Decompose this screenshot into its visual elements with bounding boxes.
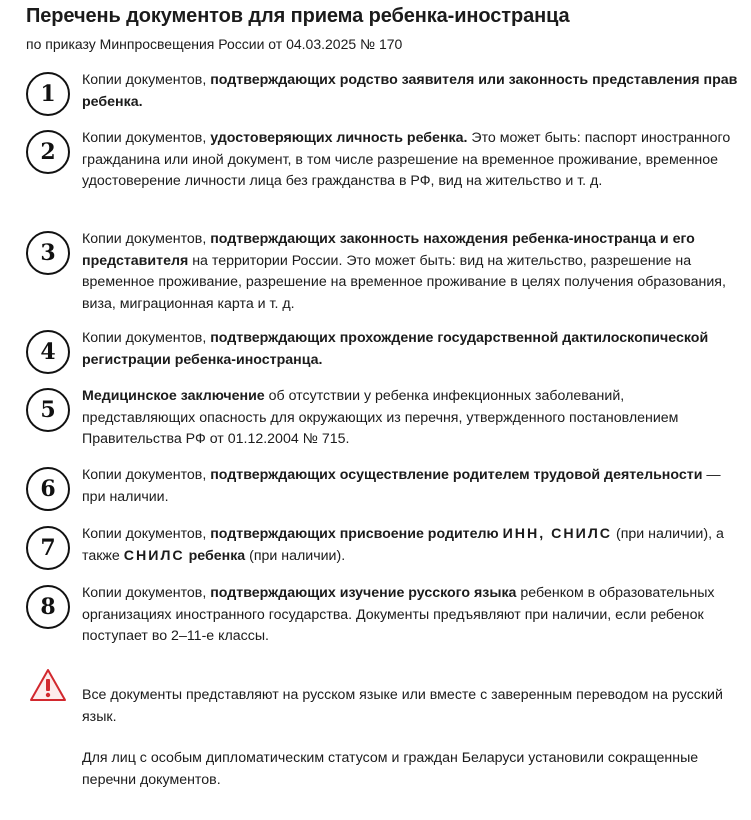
item-8-plain-tail: ребенком в образовательных организациях иностранного государства. Документы предъявляют при наличии, если ребенок поступает во 2–11-е классы. xyxy=(82,585,715,644)
item-6-bold: подтверждающих осуществление родителем трудовой деятельности xyxy=(210,467,703,483)
item-2-plain: Копии документов, xyxy=(82,130,211,146)
item-3-text xyxy=(82,229,740,315)
number-badge-4: 4 xyxy=(26,330,70,374)
item-1-bold: подтверждающих родство заявителя или законность представления прав ребенка. xyxy=(82,72,738,110)
item-7-plain: Копии документов, xyxy=(82,526,211,542)
item-4-plain: Копии документов, xyxy=(82,330,211,346)
item-1-plain: Копии документов, xyxy=(82,72,211,88)
item-7-bold-codes: ИНН, СНИЛС xyxy=(502,526,613,542)
number-badge-7: 7 xyxy=(26,526,70,570)
item-5-text xyxy=(82,386,740,451)
note-diplomatic: Для лиц с особым дипломатическим статусом и граждан Беларуси установили сокращенные перечни документов. xyxy=(82,750,699,788)
item-1-text xyxy=(82,70,740,113)
number-badge-8: 8 xyxy=(26,585,70,629)
item-2-plain-tail: Это может быть: паспорт иностранного гражданина или иной документ, в том числе разрешение на временное проживание, временное удостоверение личности лица без гражданства в РФ, вид на жительство и т. д. xyxy=(82,130,731,189)
item-7-bold-child: ребенка xyxy=(184,547,246,564)
item-8-plain: Копии документов, xyxy=(82,585,211,601)
page-subtitle: по приказу Минпросвещения России от 04.03.2025 № 170 xyxy=(26,36,403,52)
item-8-bold: подтверждающих изучение русского языка xyxy=(210,585,517,601)
item-4-bold: подтверждающих прохождение государственной дактилоскопической регистрации ребенка-иностранца. xyxy=(82,330,709,368)
item-3-bold: подтверждающих законность нахождения ребенка-иностранца и его представителя xyxy=(82,231,695,269)
item-6-text xyxy=(82,465,740,508)
number-badge-1: 1 xyxy=(26,72,70,116)
item-2-text xyxy=(82,128,740,193)
item-4-text xyxy=(82,328,740,371)
item-3-plain: Копии документов, xyxy=(82,231,211,247)
number-badge-5: 5 xyxy=(26,388,70,432)
item-2-bold: удостоверяющих личность ребенка. xyxy=(210,130,468,146)
item-7-text xyxy=(82,524,740,567)
note-translation: Все документы представляют на русском языке или вместе с заверенным переводом на русский язык. xyxy=(82,687,723,725)
item-7-bold: подтверждающих присвоение родителю xyxy=(210,526,503,542)
item-7-plain-tail: (при наличии). xyxy=(245,547,346,564)
item-8-text xyxy=(82,583,740,648)
page-title: Перечень документов для приема ребенка-иностранца xyxy=(26,5,570,27)
item-7-plain-mid: (при наличии), а также xyxy=(82,526,724,564)
item-5-plain: об отсутствии у ребенка инфекционных заболеваний, представляющих опасность для окружающих из перечня, утвержденного постановлением Правительства РФ от 01.12.2004 № 715. xyxy=(82,388,679,447)
item-6-plain: Копии документов, xyxy=(82,467,211,483)
item-6-plain-tail: — при наличии. xyxy=(82,467,721,505)
item-5-bold: Медицинское заключение xyxy=(82,388,265,404)
warning-triangle-icon xyxy=(29,668,67,702)
number-badge-3: 3 xyxy=(26,231,70,275)
item-3-plain-tail: на территории России. Это может быть: вид на жительство, разрешение на временное проживание, разрешение на временное проживание в целях получения образования, виза, миграционная карта и т. д. xyxy=(82,252,726,312)
number-badge-2: 2 xyxy=(26,130,70,174)
item-7-bold-snils: СНИЛС xyxy=(123,547,185,564)
number-badge-6: 6 xyxy=(26,467,70,511)
